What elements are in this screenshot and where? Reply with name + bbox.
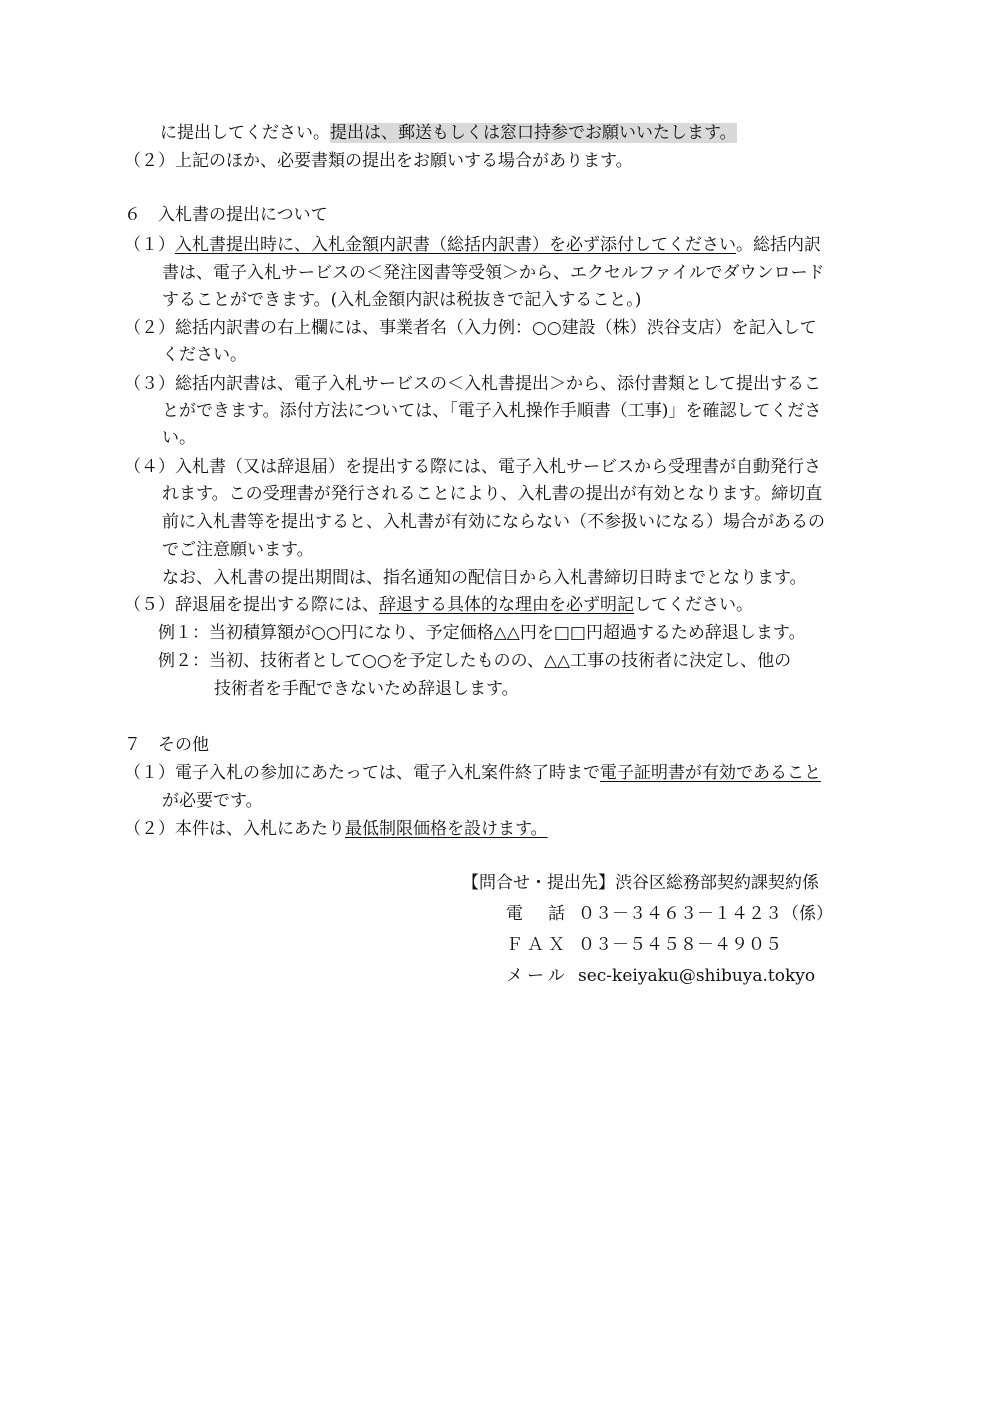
s7-item2-line1 xyxy=(124,816,548,842)
contact-mail-row xyxy=(462,961,833,992)
s6-example2-line1: 例２：当初、技術者として○○を予定したものの、△△工事の技術者に決定し、他の xyxy=(158,651,792,671)
s7-item1-line2: が必要です。 xyxy=(162,791,263,811)
s6-item3-line1: （３）総括内訳書は、電子入札サービスの＜入札書提出＞から、添付書類として提出するこ xyxy=(124,374,821,394)
mail-value: sec-keiyaku@shibuya.tokyo xyxy=(578,966,816,986)
section-6-heading: ６ 入札書の提出について xyxy=(124,205,328,225)
s6-item4-line4: でご注意願います。 xyxy=(162,540,314,560)
s6-item5-end: してください。 xyxy=(634,595,753,615)
contact-tel-row xyxy=(462,899,833,930)
fax-label: ＦＡＸ xyxy=(506,935,569,955)
tel-value: ０３－３４６３－１４２３（係） xyxy=(578,904,833,924)
s6-item2-line2: ください。 xyxy=(162,345,247,365)
s7-item1-underlined: 電子証明書が有効であること xyxy=(600,763,821,783)
s6-item4-line5: なお、入札書の提出期間は、指名通知の配信日から入札書締切日時までとなります。 xyxy=(162,568,807,588)
prev-item-2: （２）上記のほか、必要書類の提出をお願いする場合があります。 xyxy=(124,151,633,171)
highlighted-submission-note: 提出は、郵送もしくは窓口持参でお願いいたします。 xyxy=(330,123,737,143)
s6-item5-text: （５）辞退届を提出する際には、 xyxy=(124,595,379,615)
s6-item3-line2: とができます。添付方法については、「電子入札操作手順書（工事)」を確認してくださ xyxy=(162,401,822,421)
s7-item1-text: （１）電子入札の参加にあたっては、電子入札案件終了時まで xyxy=(124,763,600,783)
s6-item3-line3: い。 xyxy=(162,428,196,448)
s7-item2-underlined: 最低制限価格を設けます。 xyxy=(345,819,548,839)
s6-item1-rest: 。総括内訳 xyxy=(736,235,821,255)
contact-title: 【問合せ・提出先】渋谷区総務部契約課契約係 xyxy=(462,873,819,893)
s6-item1-number: （１） xyxy=(124,235,175,255)
s6-item4-line1: （４）入札書（又は辞退届）を提出する際には、電子入札サービスから受理書が自動発行さ xyxy=(124,457,821,477)
s6-item4-line2: れます。この受理書が発行されることにより、入札書の提出が有効となります。締切直 xyxy=(162,484,823,504)
s6-item5-line1 xyxy=(124,592,753,618)
mail-label: メール xyxy=(506,966,569,986)
s6-item5-underlined: 辞退する具体的な理由を必ず明記 xyxy=(379,595,634,615)
section-7-heading: ７ その他 xyxy=(124,735,209,755)
continuation-line xyxy=(160,120,737,146)
s6-item1-line1 xyxy=(124,232,821,258)
tel-label: 電 話 xyxy=(506,904,569,924)
s7-item1-line1 xyxy=(124,760,821,786)
continuation-text: に提出してください。 xyxy=(160,123,330,143)
s6-example2-line2: 技術者を手配できないため辞退します。 xyxy=(214,679,519,699)
contact-block xyxy=(462,868,833,992)
s6-item1-line3: することができます。(入札金額内訳は税抜きで記入すること。) xyxy=(162,290,642,310)
s7-item2-text: （２）本件は、入札にあたり xyxy=(124,819,345,839)
fax-value: ０３－５４５８－４９０５ xyxy=(578,935,782,955)
s6-item1-line2: 書は、電子入札サービスの＜発注図書等受領＞から、エクセルファイルでダウンロード xyxy=(162,263,825,283)
s6-item4-line3: 前に入札書等を提出すると、入札書が有効にならない（不参扱いになる）場合があるの xyxy=(162,512,825,532)
s6-item2-line1: （２）総括内訳書の右上欄には、事業者名（入力例：○○建設（株）渋谷支店）を記入して xyxy=(124,318,817,338)
s6-example1: 例１：当初積算額が○○円になり、予定価格△△円を□□円超過するため辞退します。 xyxy=(158,623,806,643)
contact-fax-row xyxy=(462,930,833,961)
s6-item1-underlined: 入札書提出時に、入札金額内訳書（総括内訳書）を必ず添付してください xyxy=(175,235,736,255)
